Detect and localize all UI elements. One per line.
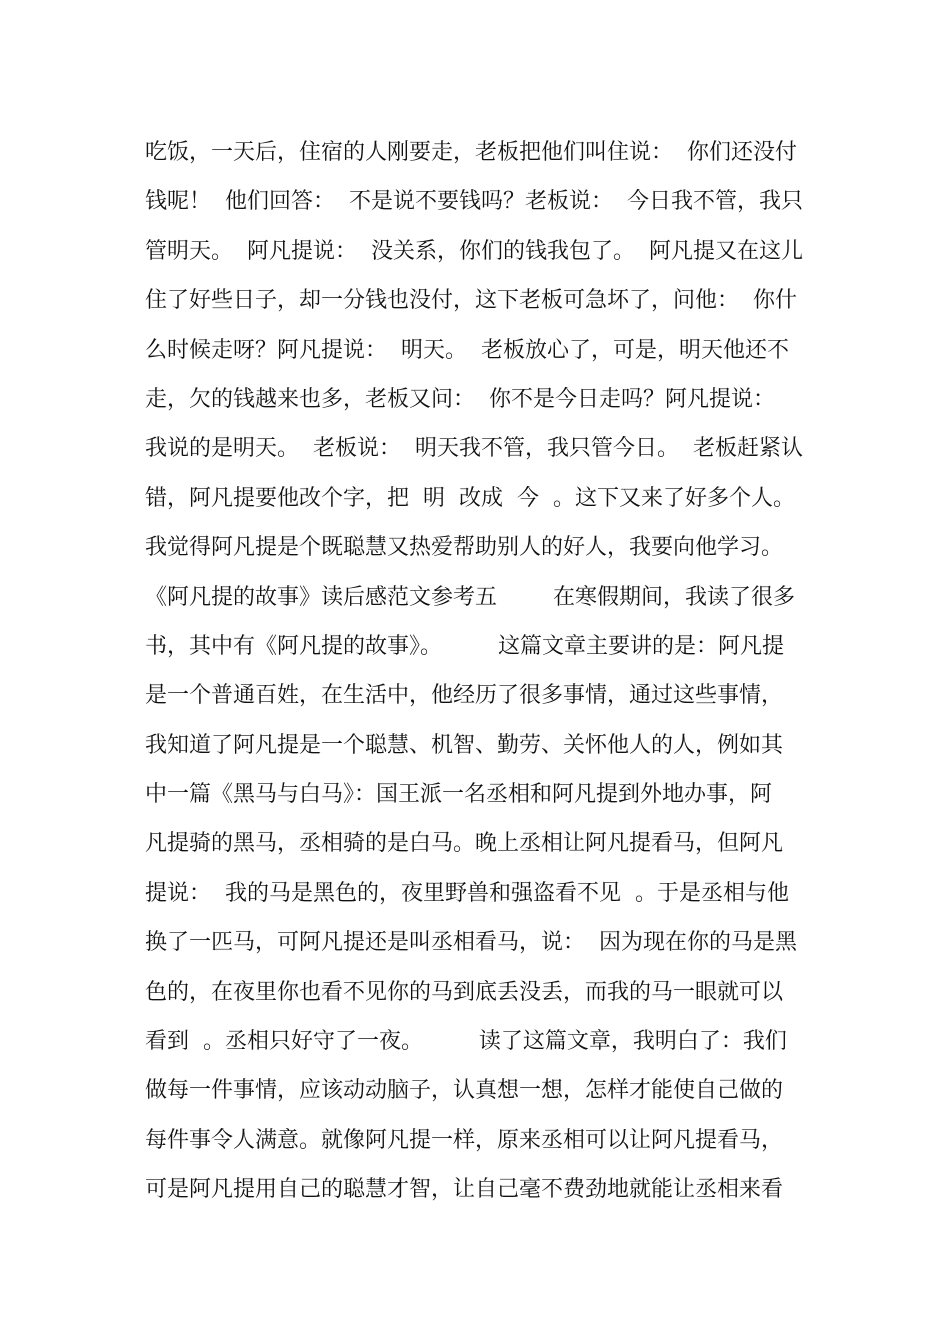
text-line: 是一个普通百姓，在生活中，他经历了很多事情，通过这些事情， bbox=[145, 683, 784, 709]
text-line: 管明天。 阿凡提说： 没关系，你们的钱我包了。 阿凡提又在这儿 bbox=[145, 238, 803, 264]
text-line: 书，其中有《阿凡提的故事》。 这篇文章主要讲的是：阿凡提 bbox=[145, 633, 784, 659]
text-line: 么时候走呀？阿凡提说： 明天。 老板放心了，可是，明天他还不 bbox=[145, 337, 789, 363]
text-line: 凡提骑的黑马，丞相骑的是白马。晚上丞相让阿凡提看马，但阿凡 bbox=[145, 831, 784, 857]
text-line: 错，阿凡提要他改个字，把 明 改成 今 。这下又来了好多个人。 bbox=[145, 485, 795, 511]
text-line: 住了好些日子，却一分钱也没付，这下老板可急坏了，问他： 你什 bbox=[145, 288, 797, 314]
text-line: 中一篇《黑马与白马》：国王派一名丞相和阿凡提到外地办事，阿 bbox=[145, 782, 773, 808]
text-line: 走，欠的钱越来也多，老板又问： 你不是今日走吗？阿凡提说： bbox=[145, 386, 775, 412]
text-line: 我知道了阿凡提是一个聪慧、机智、勤劳、关怀他人的人，例如其 bbox=[145, 732, 784, 758]
body-text bbox=[145, 128, 815, 1215]
text-line: 吃饭，一天后，住宿的人刚要走，老板把他们叫住说： 你们还没付 bbox=[145, 140, 797, 165]
text-line: 色的，在夜里你也看不见你的马到底丢没丢，而我的马一眼就可以 bbox=[145, 979, 784, 1005]
text-line: 钱呢！ 他们回答： 不是说不要钱吗？老板说： 今日我不管，我只 bbox=[145, 189, 803, 215]
text-line: 我说的是明天。 老板说： 明天我不管，我只管今日。 老板赶紧认 bbox=[145, 436, 803, 462]
text-line: 可是阿凡提用自己的聪慧才智，让自己毫不费劲地就能让丞相来看 bbox=[145, 1177, 784, 1203]
text-line: 换了一匹马，可阿凡提还是叫丞相看马，说： 因为现在你的马是黑 bbox=[145, 930, 797, 956]
text-line: 看到 。丞相只好守了一夜。 读了这篇文章，我明白了：我们 bbox=[145, 1029, 787, 1055]
text-line: 《阿凡提的故事》读后感范文参考五 在寒假期间，我读了很多 bbox=[145, 584, 795, 610]
text-line: 提说： 我的马是黑色的，夜里野兽和强盗看不见 。于是丞相与他 bbox=[145, 880, 789, 906]
text-line: 我觉得阿凡提是个既聪慧又热爱帮助别人的好人，我要向他学习。 bbox=[145, 535, 784, 561]
text-line: 每件事令人满意。就像阿凡提一样，原来丞相可以让阿凡提看马， bbox=[145, 1127, 784, 1153]
text-line: 做每一件事情，应该动动脑子，认真想一想，怎样才能使自己做的 bbox=[145, 1078, 784, 1104]
